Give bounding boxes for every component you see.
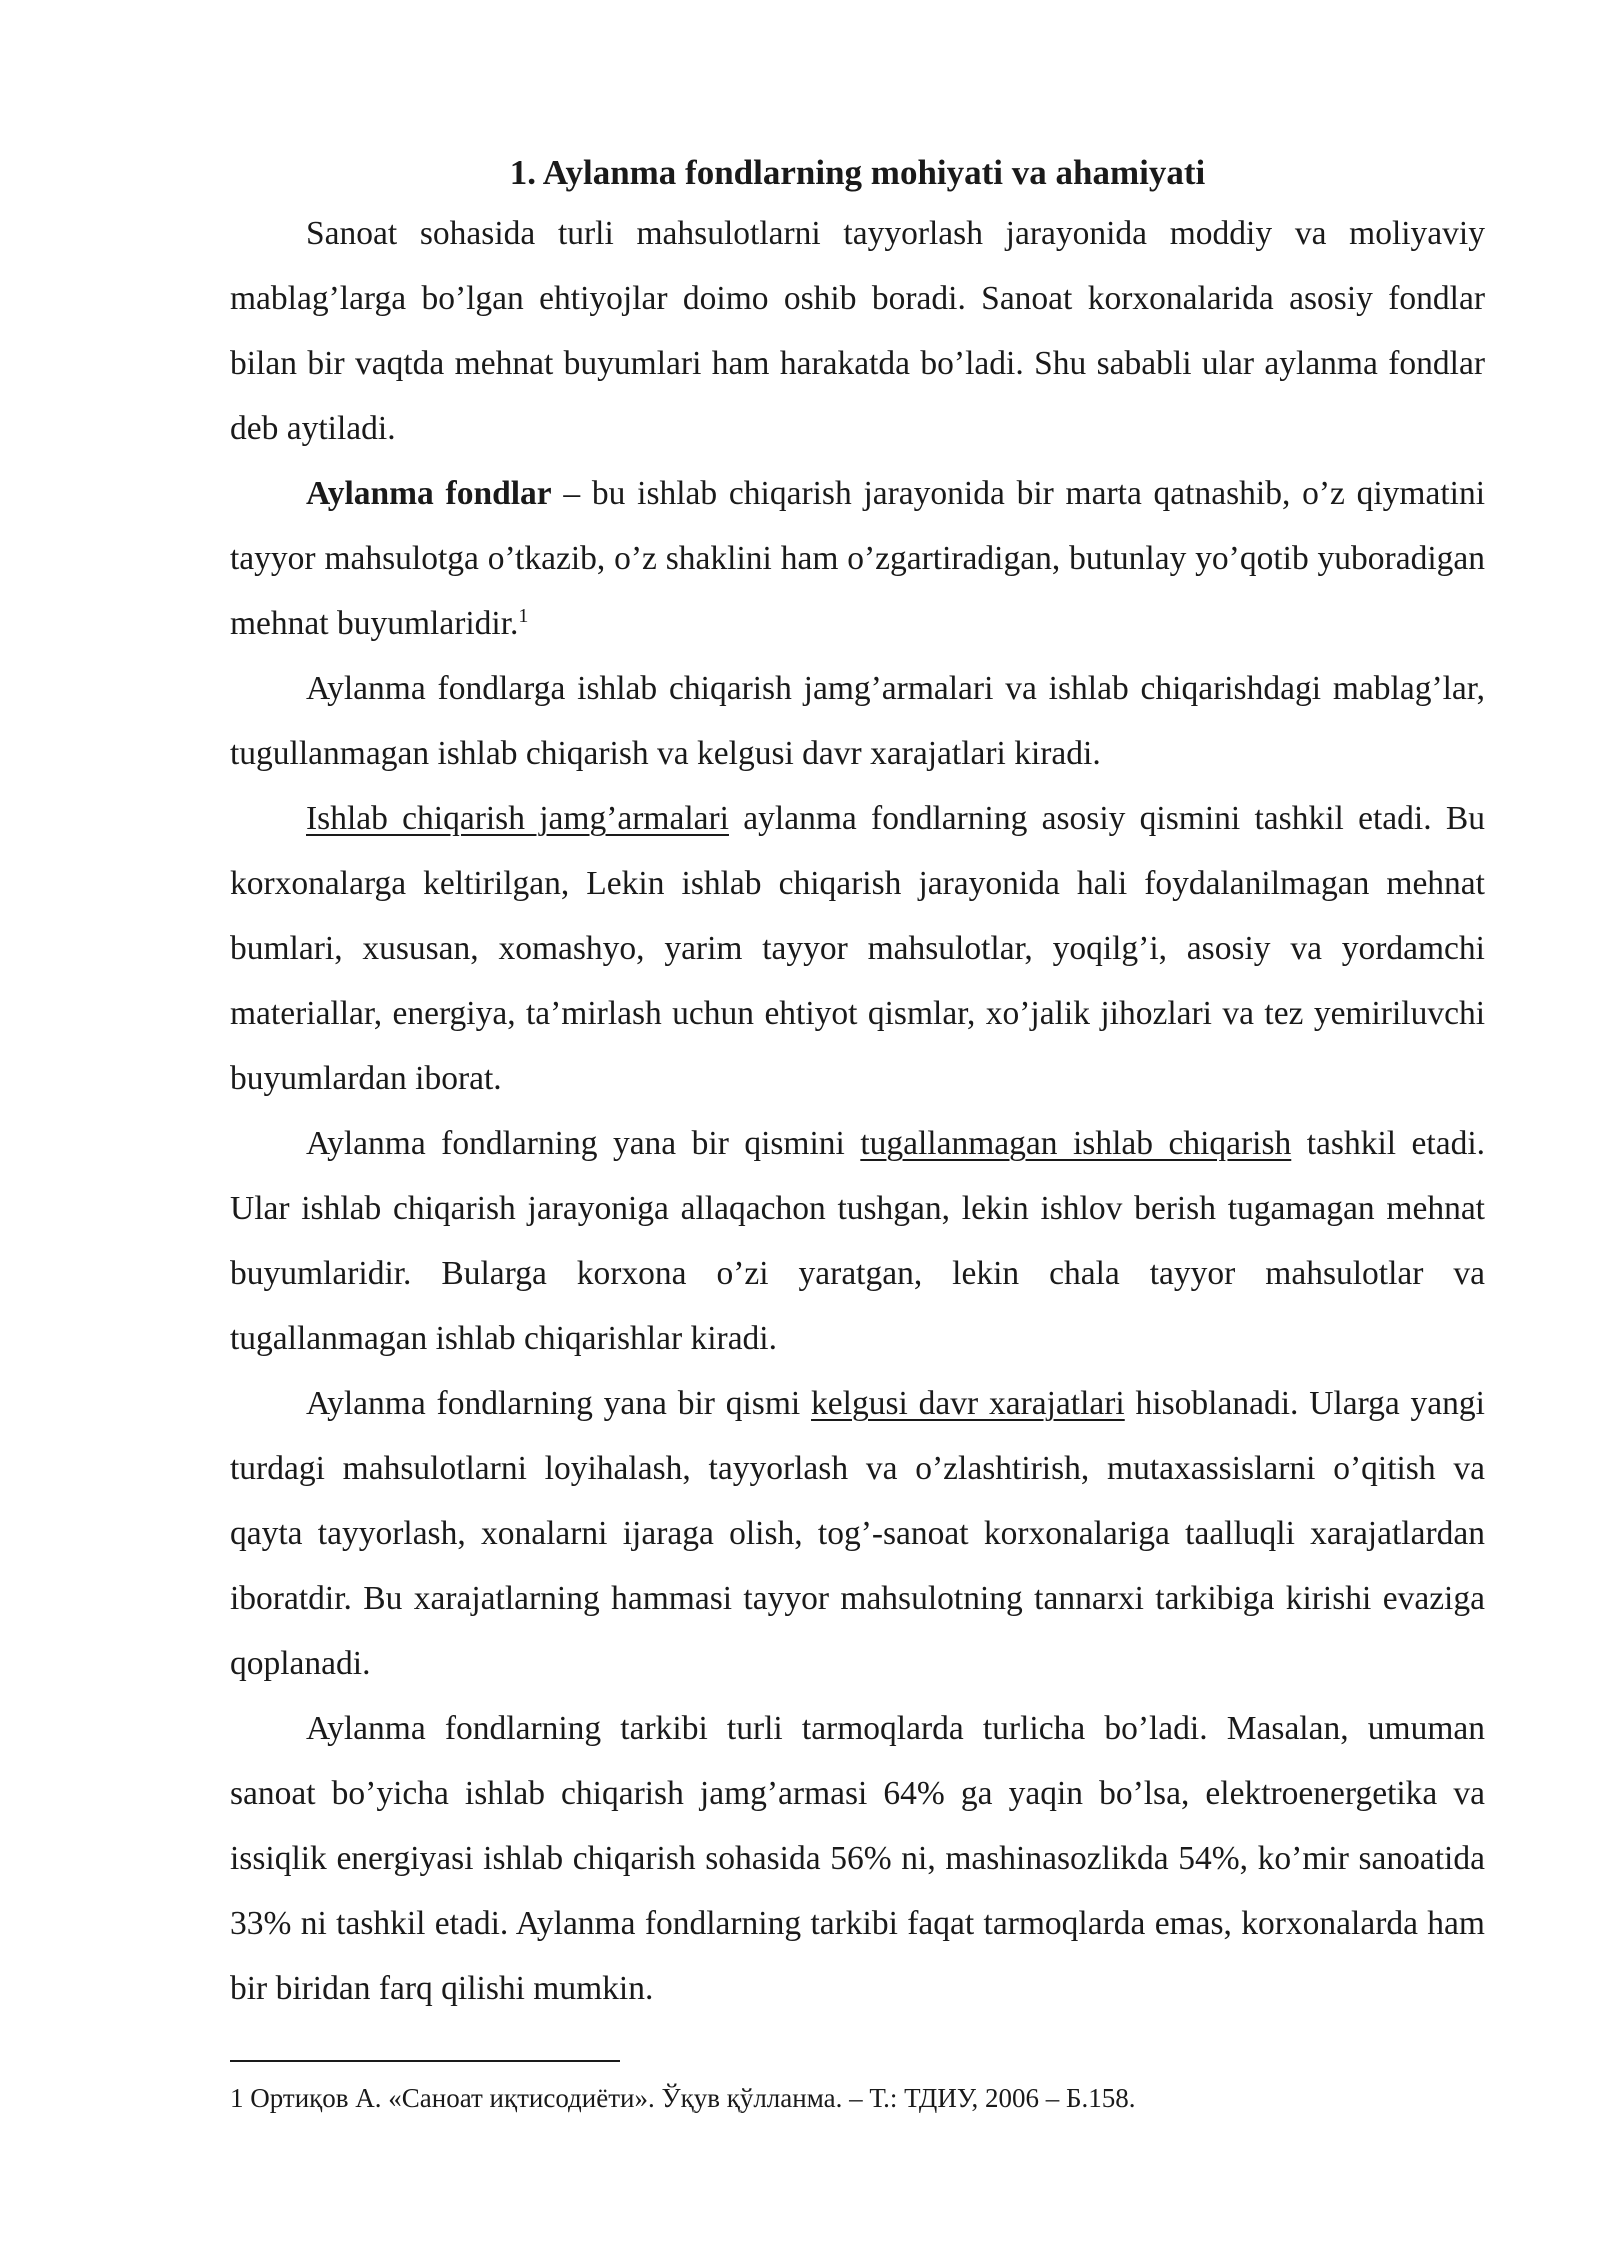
paragraph-structure: Aylanma fondlarning tarkibi turli tarmoqlarda turlicha bo’ladi. Masalan, umuman sanoat bo’yicha ishlab chiqarish jamg’armasi 64% ga yaqin bo’lsa, elektroenergetika va issiqlik energiyasi ishlab chiqarish sohasida 56% ni, mashinasozlikda 54%, ko’mir sanoatida 33% ni tashkil etadi. Aylanma fondlarning tarkibi faqat tarmoqlarda emas, korxonalarda ham bir biridan farq qilishi mumkin. (230, 1710, 1485, 2007)
section-title: 1. Aylanma fondlarning mohiyati va ahamiyati (509, 153, 1206, 192)
paragraph-production-reserves (230, 786, 1485, 1111)
paragraph-deferred-before: Aylanma fondlarning yana bir qismi (306, 1385, 812, 1422)
footnote: 1 Ортиқов А. «Саноат иқтисодиёти». Ўқув қўлланма. – Т.: ТДИУ, 2006 – Б.158. (230, 2083, 1136, 2113)
paragraph-intro: Sanoat sohasida turli mahsulotlarni tayyorlash jarayonida moddiy va moliyaviy mablag’larga bo’lgan ehtiyojlar doimo oshib boradi. Sanoat korxonalarida asosiy fondlar bilan bir vaqtda mehnat buyumlari ham harakatda bo’ladi. Shu sababli ular aylanma fondlar deb aytiladi. (230, 215, 1485, 447)
paragraph-wip-before: Aylanma fondlarning yana bir qismini (306, 1125, 861, 1162)
definition-text: – bu ishlab chiqarish jarayonida bir marta qatnashib, o’z qiymatini tayyor mahsulotga o’tkazib, o’z shaklini ham o’zgartiradigan, butunlay yo’qotib yuboradigan mehnat buyumlaridir. (230, 475, 1486, 642)
paragraph-wip-after: tashkil etadi. Ular ishlab chiqarish jarayoniga allaqachon tushgan, lekin ishlov berish tugamagan mehnat buyumlaridir. Bularga korxona o’zi yaratgan, lekin chala tayyor mahsulotlar va tugallanmagan ishlab chiqarishlar kiradi. (230, 1125, 1485, 1357)
paragraph-definition (230, 461, 1485, 656)
underlined-term-deferred: kelgusi davr xarajatlari (811, 1385, 1125, 1422)
paragraph-deferred-after: hisoblanadi. Ularga yangi turdagi mahsulotlarni loyihalash, tayyorlash va o’zlashtirish, mutaxassislarni o’qitish va qayta tayyorlash, xonalarni ijaraga olish, tog’-sanoat korxonalariga taalluqli xarajatlardan iboratdir. Bu xarajatlarning hammasi tayyor mahsulotning tannarxi tarkibiga kirishi evaziga qoplanadi. (230, 1385, 1485, 1682)
document-body (230, 150, 1485, 2021)
paragraph-reserves-text: aylanma fondlarning asosiy qismini tashkil etadi. Bu korxonalarga keltirilgan, Lekin ishlab chiqarish jarayonida hali foydalanilmagan mehnat bumlari, xususan, xomashyo, yarim tayyor mahsulotlar, yoqilg’i, asosiy va yordamchi materiallar, energiya, ta’mirlash uchun ehtiyot qismlar, xo’jalik jihozlari va tez yemiriluvchi buyumlardan iborat. (230, 800, 1485, 1097)
paragraph-work-in-progress (230, 1111, 1485, 1371)
definition-term: Aylanma fondlar (306, 475, 552, 512)
underlined-term-reserves: Ishlab chiqarish jamg’armalari (306, 800, 729, 837)
underlined-term-wip: tugallanmagan ishlab chiqarish (860, 1125, 1292, 1162)
paragraph-composition: Aylanma fondlarga ishlab chiqarish jamg’armalari va ishlab chiqarishdagi mablag’lar, tugullanmagan ishlab chiqarish va kelgusi davr xarajatlari kiradi. (230, 670, 1485, 772)
paragraph-deferred-expenses (230, 1371, 1485, 1696)
footnote-reference: 1 (518, 604, 529, 627)
footnote-separator (230, 2060, 620, 2062)
